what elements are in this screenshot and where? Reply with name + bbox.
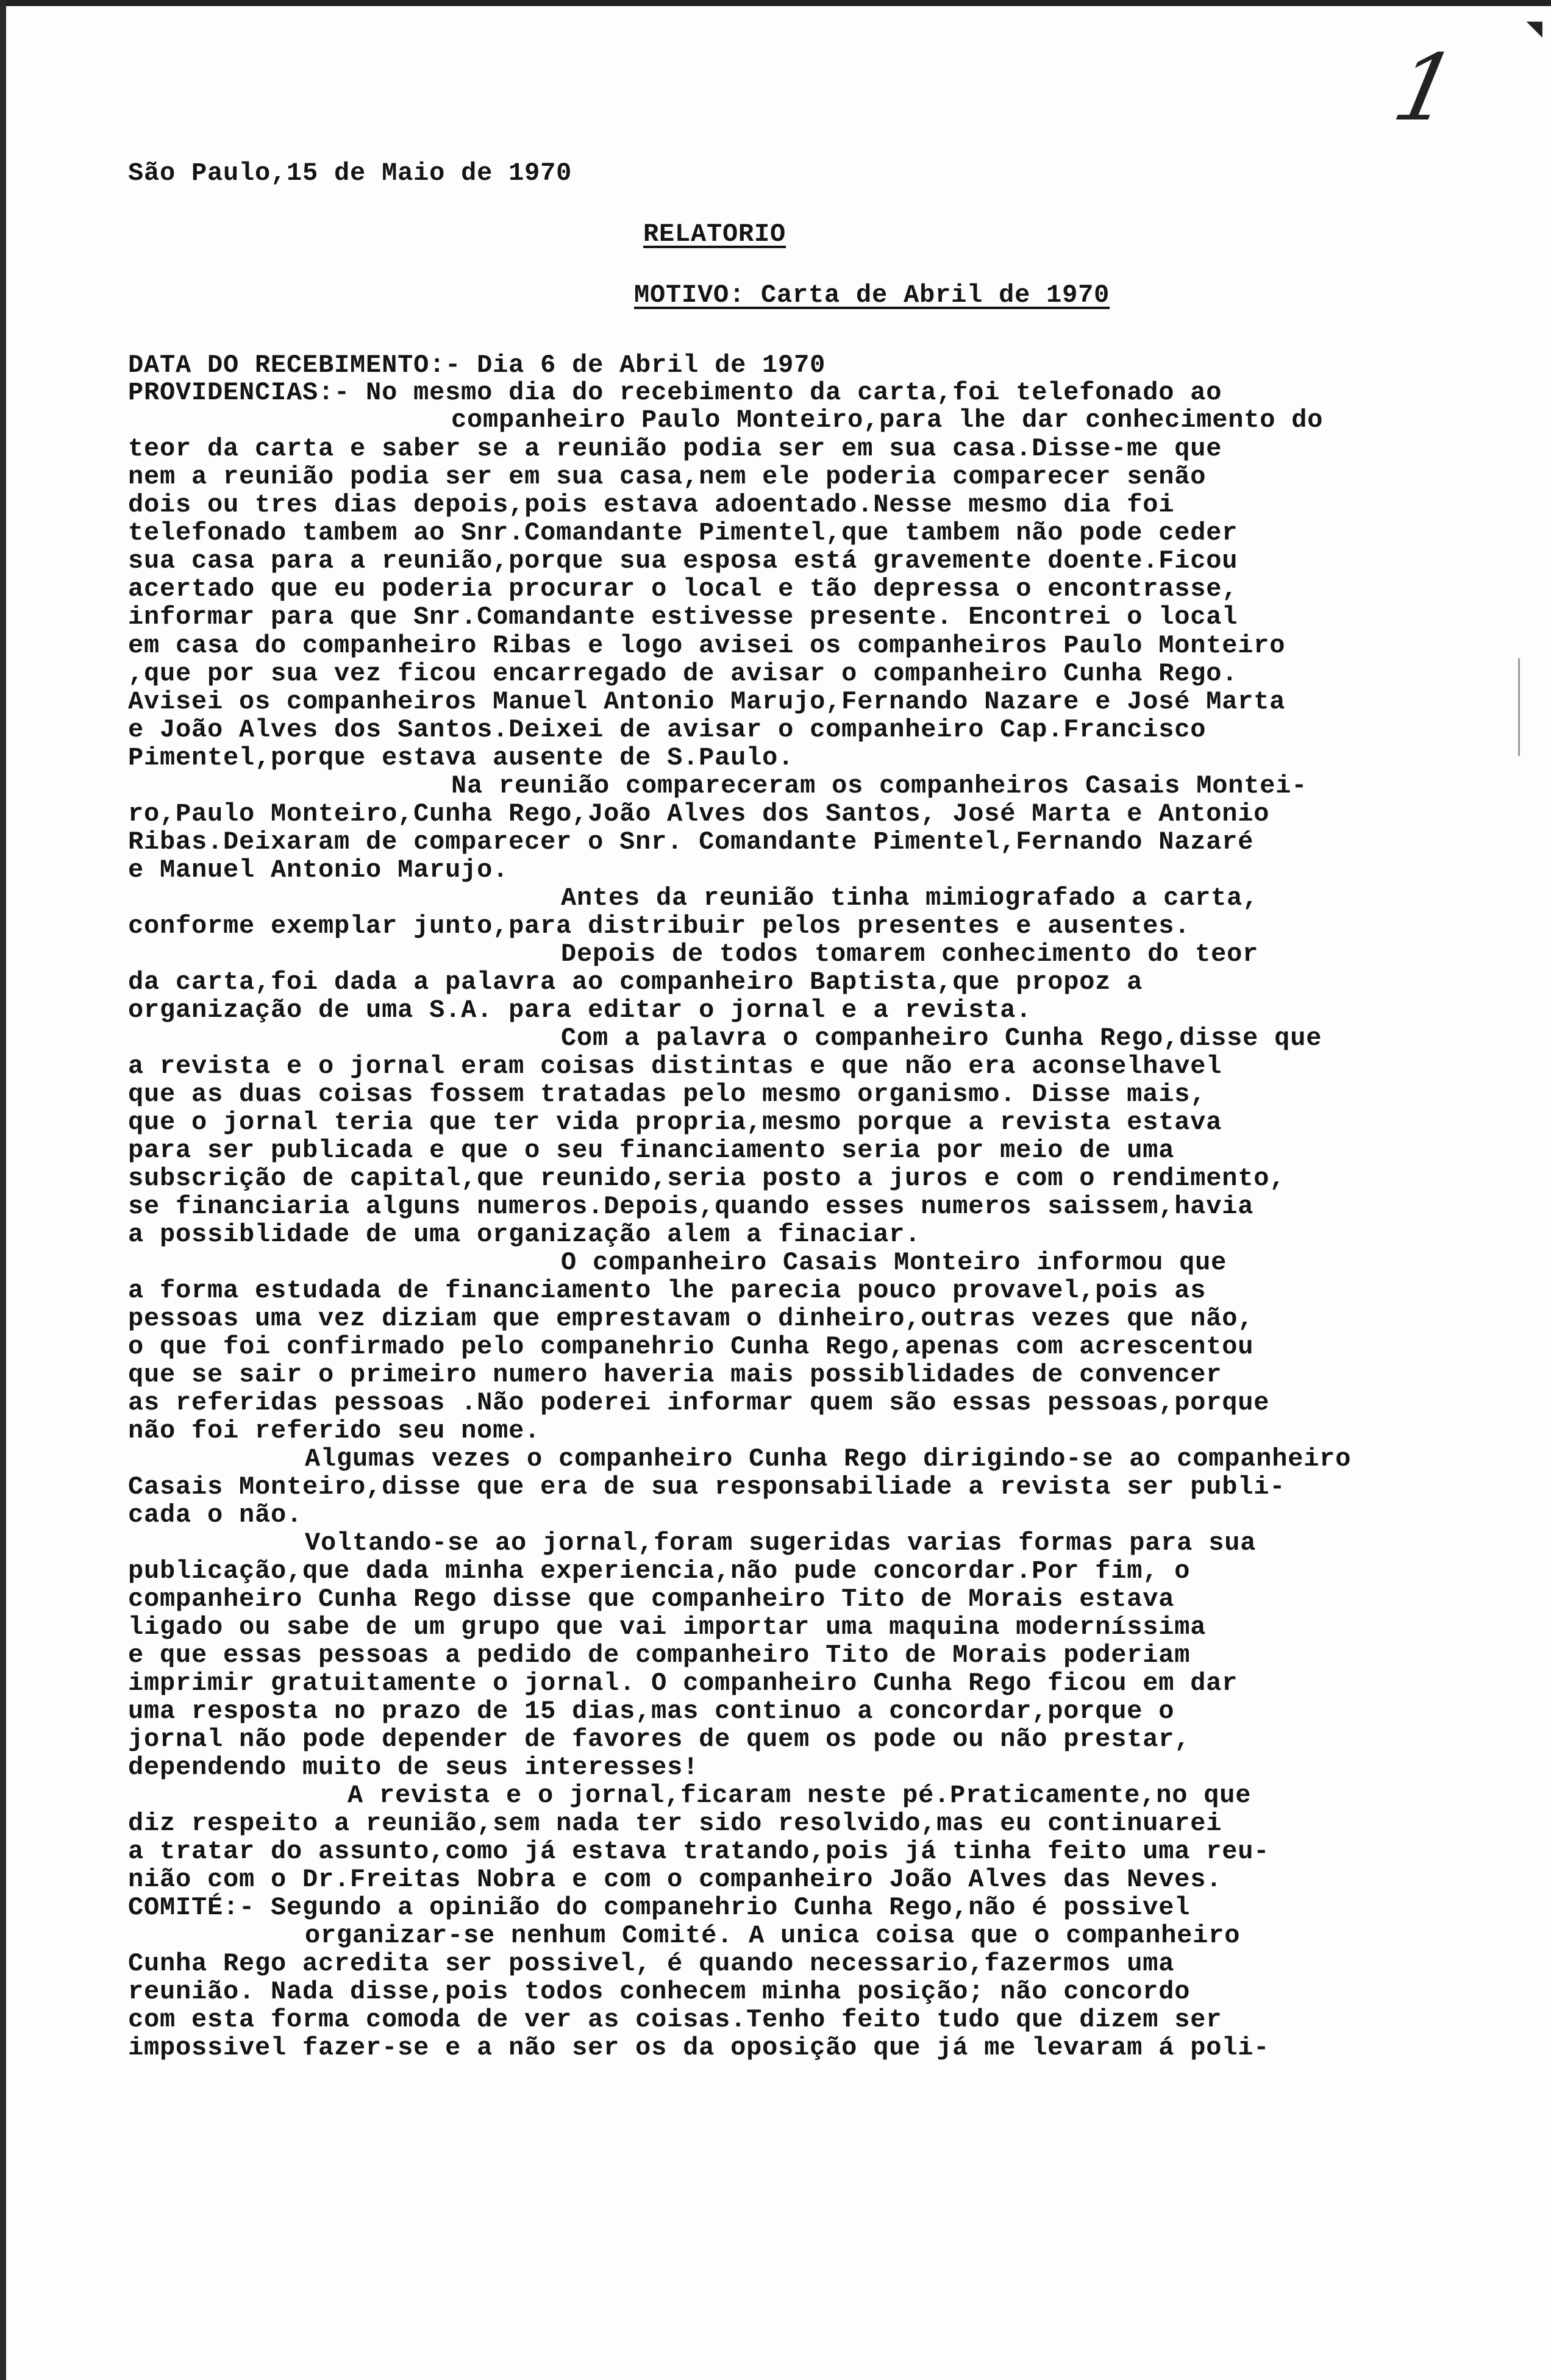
text-line: ligado ou sabe de um grupo que vai importar uma maquina moderníssima [128,1612,1207,1642]
text-line: A revista e o jornal,ficaram neste pé.Praticamente,no que [348,1781,1252,1810]
text-line: nião com o Dr.Freitas Nobra e com o companheiro João Alves das Neves. [128,1865,1222,1894]
text-line: e que essas pessoas a pedido de companheiro Tito de Morais poderiam [128,1641,1191,1670]
text-line: diz respeito a reunião,sem nada ter sido resolvido,mas eu continuarei [128,1809,1222,1838]
text-line: Algumas vezes o companheiro Cunha Rego dirigindo-se ao companheiro [305,1444,1352,1473]
text-line: que o jornal teria que ter vida propria,mesmo porque a revista estava [128,1108,1222,1137]
text-line: impossivel fazer-se e a não ser os da oposição que já me levaram á poli- [128,2033,1270,2062]
report-title: RELATORIO [643,219,786,249]
text-line: Voltando-se ao jornal,foram sugeridas varias formas para sua [305,1528,1257,1558]
text-line: Depois de todos tomarem conhecimento do teor [561,939,1259,969]
text-line: a revista e o jornal eram coisas distintas e que não era aconselhavel [128,1052,1222,1081]
text-line: e João Alves dos Santos.Deixei de avisar o companheiro Cap.Francisco [128,715,1207,744]
text-line: Antes da reunião tinha mimiografado a carta, [561,883,1259,913]
text-line: da carta,foi dada a palavra ao companheiro Baptista,que propoz a [128,967,1143,997]
scan-edge-top [0,0,1551,6]
text-line: dependendo muito de seus interesses! [128,1753,699,1782]
text-line: cada o não. [128,1500,303,1530]
text-line: as referidas pessoas .Não poderei informar quem são essas pessoas,porque [128,1388,1270,1417]
text-line: em casa do companheiro Ribas e logo avisei os companheiros Paulo Monteiro [128,631,1286,660]
scan-edge-left [0,0,6,2380]
text-line: Cunha Rego acredita ser possivel, é quando necessario,fazermos uma [128,1949,1175,1978]
text-line: pessoas uma vez diziam que emprestavam o dinheiro,outras vezes que não, [128,1304,1254,1333]
text-line: ,que por sua vez ficou encarregado de avisar o companheiro Cunha Rego. [128,659,1238,688]
text-line: organizar-se nenhum Comité. A unica coisa que o companheiro [305,1921,1241,1950]
text-line: Casais Monteiro,disse que era de sua responsabiliade a revista ser publi- [128,1472,1286,1502]
text-line: e Manuel Antonio Marujo. [128,855,509,885]
text-line: o que foi confirmado pelo companehrio Cunha Rego,apenas com acrescentou [128,1332,1254,1361]
page-number: 1 [1385,35,1466,141]
text-line: com esta forma comoda de ver as coisas.Tenho feito tudo que dizem ser [128,2005,1222,2034]
text-line: subscrição de capital,que reunido,seria posto a juros e com o rendimento, [128,1164,1286,1193]
text-line: reunião. Nada disse,pois todos conhecem minha posição; não concordo [128,1977,1191,2006]
text-line: organização de uma S.A. para editar o jornal e a revista. [128,996,1032,1025]
text-line: a possiblidade de uma organização alem a finaciar. [128,1220,921,1249]
report-motive: MOTIVO: Carta de Abril de 1970 [634,280,1110,310]
corner-mark-icon: ◥ [1526,15,1542,45]
text-line: informar para que Snr.Comandante estivesse presente. Encontrei o local [128,602,1238,632]
text-line: para ser publicada e que o seu financiamento seria por meio de uma [128,1136,1175,1165]
text-line: companheiro Cunha Rego disse que companheiro Tito de Morais estava [128,1584,1175,1614]
text-line: publicação,que dada minha experiencia,não pude concordar.Por fim, o [128,1556,1191,1586]
text-line: ro,Paulo Monteiro,Cunha Rego,João Alves dos Santos, José Marta e Antonio [128,799,1270,828]
text-line: jornal não pode depender de favores de quem os pode ou não prestar, [128,1725,1191,1754]
text-line: DATA DO RECEBIMENTO:- Dia 6 de Abril de 1970 [128,351,826,380]
text-line: companheiro Paulo Monteiro,para lhe dar conhecimento do [451,405,1324,435]
text-line: sua casa para a reunião,porque sua esposa está gravemente doente.Ficou [128,546,1238,575]
text-line: Ribas.Deixaram de comparecer o Snr. Comandante Pimentel,Fernando Nazaré [128,827,1254,857]
text-line: imprimir gratuitamente o jornal. O companheiro Cunha Rego ficou em dar [128,1669,1238,1698]
text-line: a forma estudada de financiamento lhe parecia pouco provavel,pois as [128,1276,1207,1305]
text-line: não foi referido seu nome. [128,1416,541,1445]
text-line: se financiaria alguns numeros.Depois,quando esses numeros saissem,havia [128,1192,1254,1221]
text-line: teor da carta e saber se a reunião podia ser em sua casa.Disse-me que [128,434,1222,463]
text-line: acertado que eu poderia procurar o local e tão depressa o encontrasse, [128,574,1238,604]
text-line: O companheiro Casais Monteiro informou que [561,1248,1227,1277]
text-line: Com a palavra o companheiro Cunha Rego,disse que [561,1024,1322,1053]
margin-mark [1518,658,1520,756]
text-line: nem a reunião podia ser em sua casa,nem ele poderia comparecer senão [128,462,1207,491]
text-line: dois ou tres dias depois,pois estava adoentado.Nesse mesmo dia foi [128,490,1175,519]
text-line: conforme exemplar junto,para distribuir pelos presentes e ausentes. [128,911,1191,941]
text-line: a tratar do assunto,como já estava tratando,pois já tinha feito uma reu- [128,1837,1270,1866]
place-date: São Paulo,15 de Maio de 1970 [128,159,572,188]
text-line: telefonado tambem ao Snr.Comandante Pimentel,que tambem não pode ceder [128,518,1238,547]
text-line: Pimentel,porque estava ausente de S.Paulo. [128,743,794,772]
text-line: Avisei os companheiros Manuel Antonio Marujo,Fernando Nazare e José Marta [128,687,1286,716]
text-line: uma resposta no prazo de 15 dias,mas continuo a concordar,porque o [128,1697,1175,1726]
text-line: que as duas coisas fossem tratadas pelo mesmo organismo. Disse mais, [128,1080,1207,1109]
text-line: COMITÉ:- Segundo a opinião do companehrio Cunha Rego,não é possivel [128,1893,1191,1922]
text-line: PROVIDENCIAS:- No mesmo dia do recebimento da carta,foi telefonado ao [128,378,1222,407]
text-line: que se sair o primeiro numero haveria mais possiblidades de convencer [128,1360,1222,1389]
text-line: Na reunião compareceram os companheiros Casais Montei- [451,771,1308,800]
